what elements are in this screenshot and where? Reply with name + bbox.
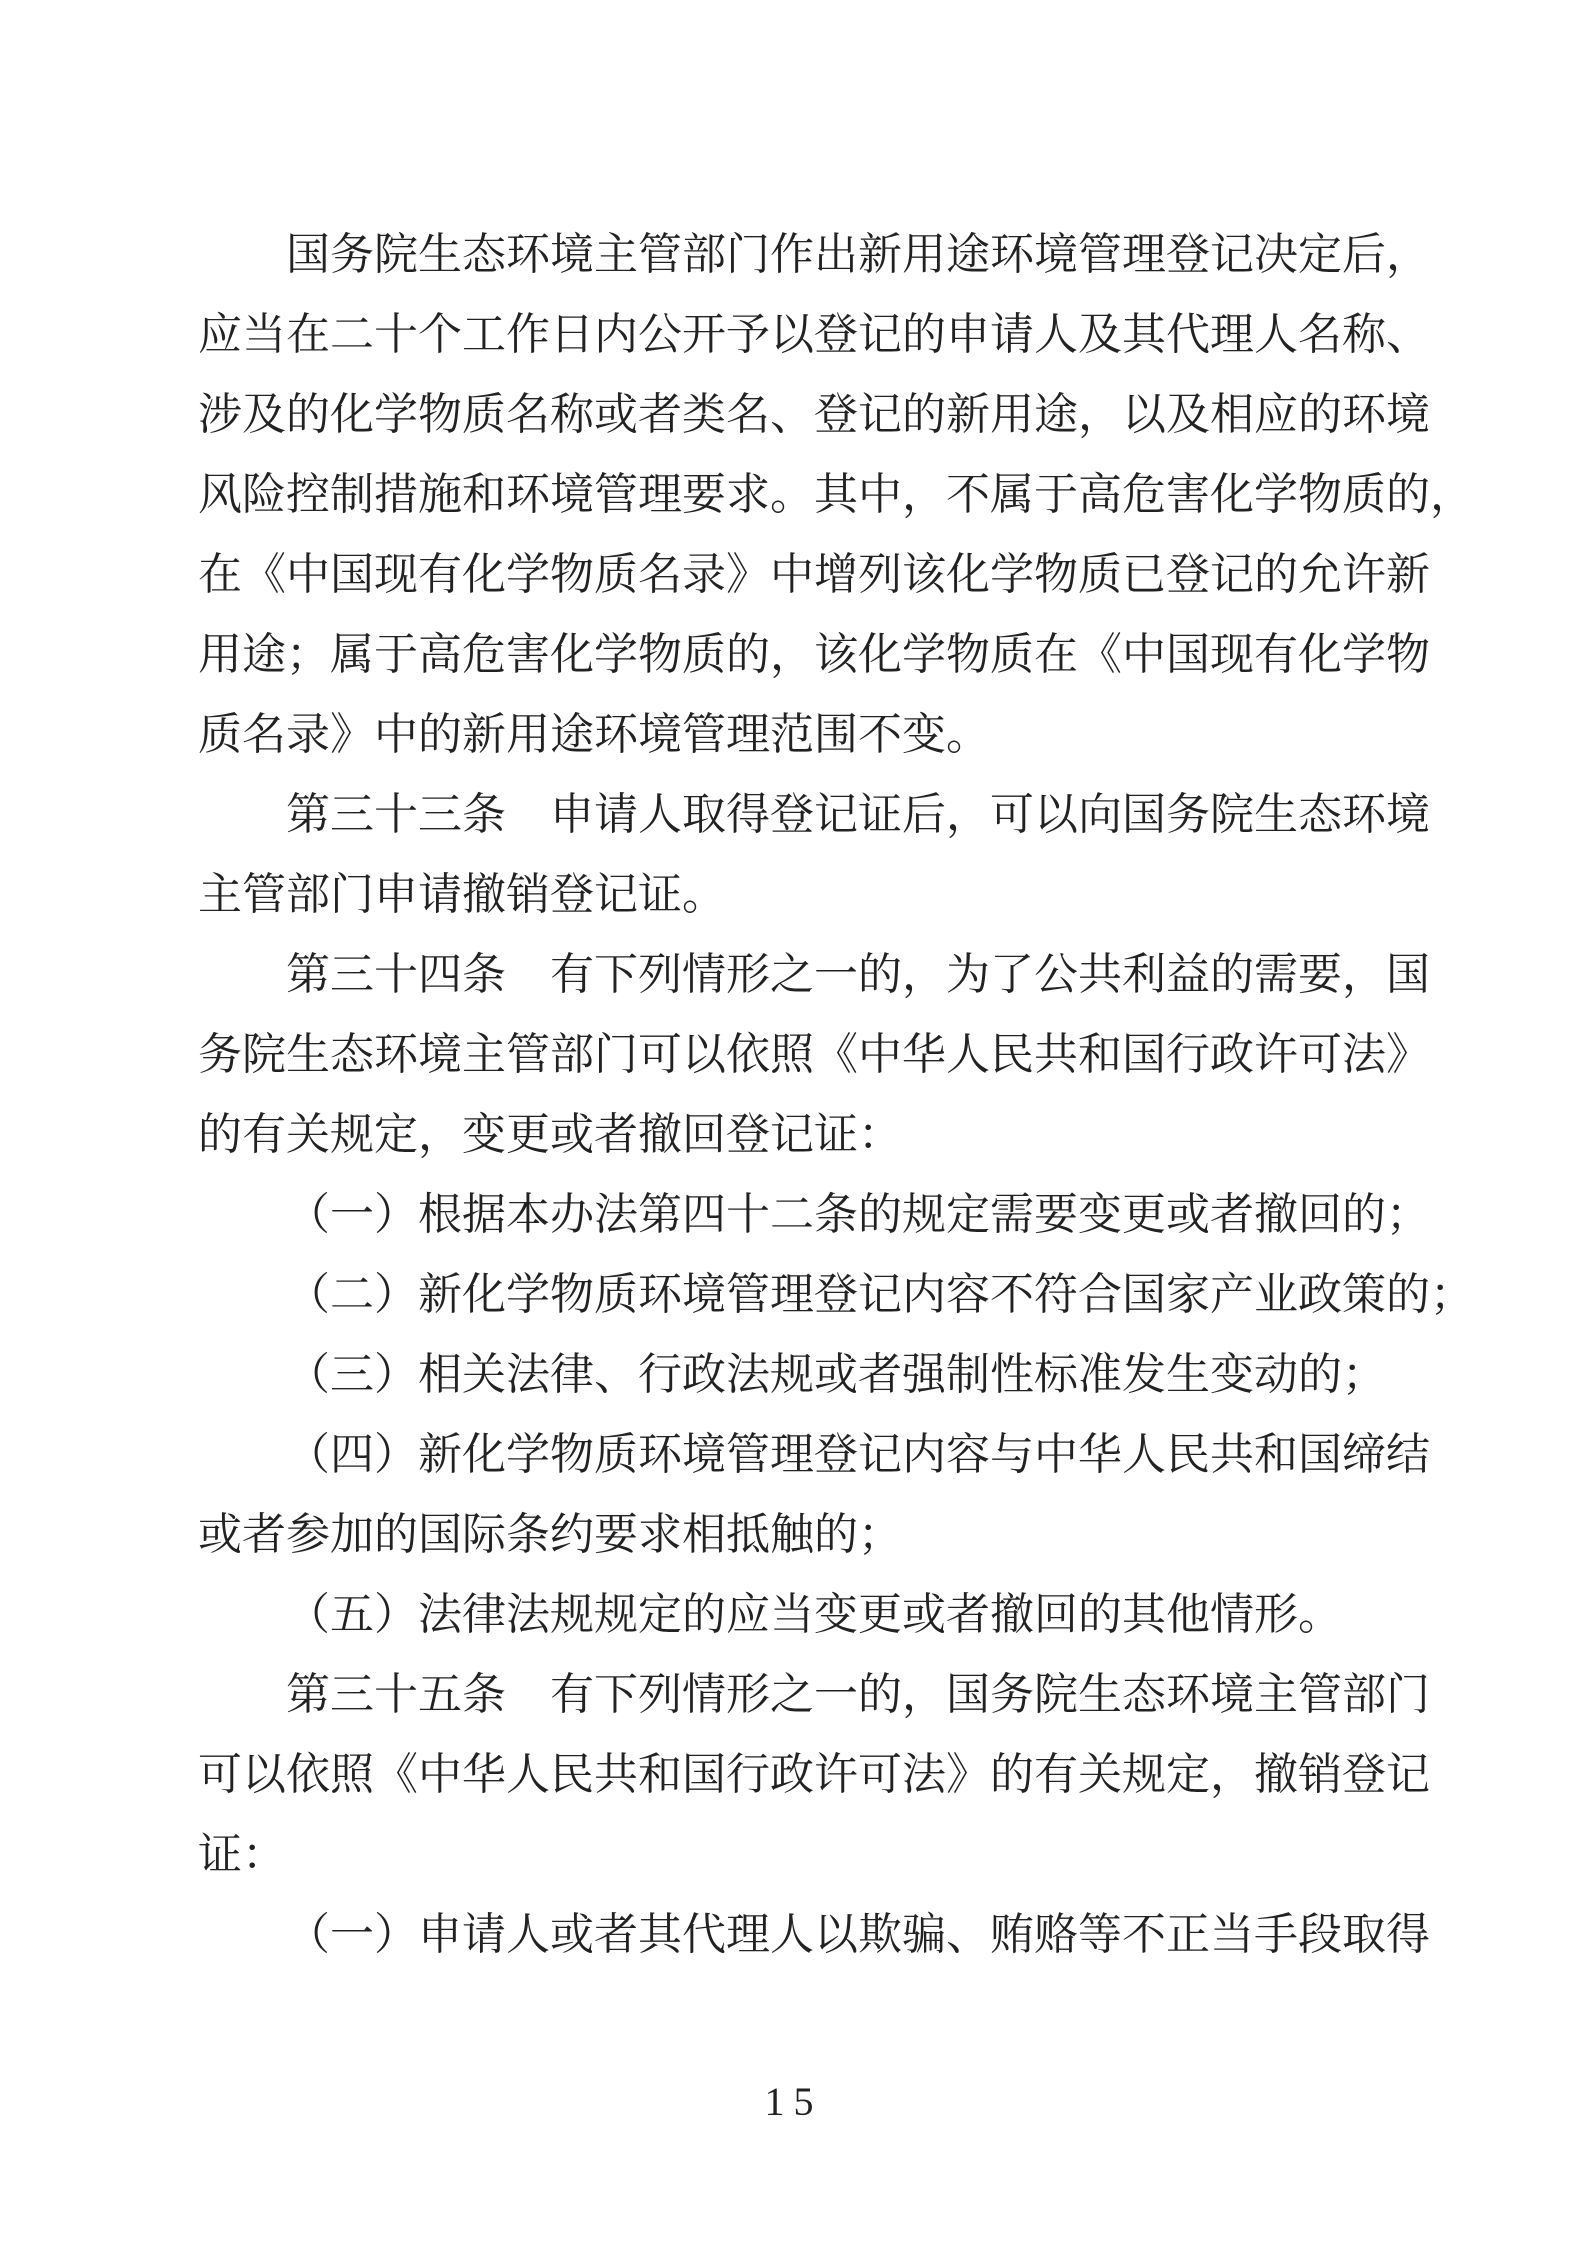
- text-line: 可以依照《中华人民共和国行政许可法》的有关规定，撤销登记: [198, 1750, 1430, 1799]
- page-footer: [0, 2078, 1587, 2125]
- document-body: [198, 215, 1474, 1975]
- text-line: 证：: [198, 1830, 286, 1879]
- text-line: （一）根据本办法第四十二条的规定需要变更或者撤回的；: [286, 1190, 1430, 1239]
- text-line: 涉及的化学物质名称或者类名、登记的新用途，以及相应的环境: [198, 390, 1430, 439]
- text-line: 国务院生态环境主管部门作出新用途环境管理登记决定后，: [286, 230, 1430, 279]
- text-line: 质名录》中的新用途环境管理范围不变。: [198, 710, 990, 759]
- text-line: （五）法律法规规定的应当变更或者撤回的其他情形。: [286, 1590, 1342, 1639]
- text-line: 或者参加的国际条约要求相抵触的；: [198, 1510, 902, 1559]
- text-line: 在《中国现有化学物质名录》中增列该化学物质已登记的允许新: [198, 550, 1430, 599]
- text-line: 务院生态环境主管部门可以依照《中华人民共和国行政许可法》: [198, 1030, 1430, 1079]
- text-line: 的有关规定，变更或者撤回登记证：: [198, 1110, 902, 1159]
- text-line: （二）新化学物质环境管理登记内容不符合国家产业政策的；: [286, 1270, 1474, 1319]
- page-number: 15: [764, 2079, 823, 2124]
- text-line: 风险控制措施和环境管理要求。其中，不属于高危害化学物质的，: [198, 470, 1474, 519]
- text-line: 第三十五条 有下列情形之一的，国务院生态环境主管部门: [286, 1670, 1430, 1719]
- text-line: 第三十四条 有下列情形之一的，为了公共利益的需要，国: [286, 950, 1430, 999]
- text-line: 主管部门申请撤销登记证。: [198, 870, 726, 919]
- text-line: 应当在二十个工作日内公开予以登记的申请人及其代理人名称、: [198, 310, 1430, 359]
- text-line: 第三十三条 申请人取得登记证后，可以向国务院生态环境: [286, 790, 1430, 839]
- text-line: （三）相关法律、行政法规或者强制性标准发生变动的；: [286, 1350, 1386, 1399]
- text-line: 用途；属于高危害化学物质的，该化学物质在《中国现有化学物: [198, 630, 1430, 679]
- text-line: （四）新化学物质环境管理登记内容与中华人民共和国缔结: [286, 1430, 1430, 1479]
- text-line: （一）申请人或者其代理人以欺骗、贿赂等不正当手段取得: [286, 1910, 1430, 1959]
